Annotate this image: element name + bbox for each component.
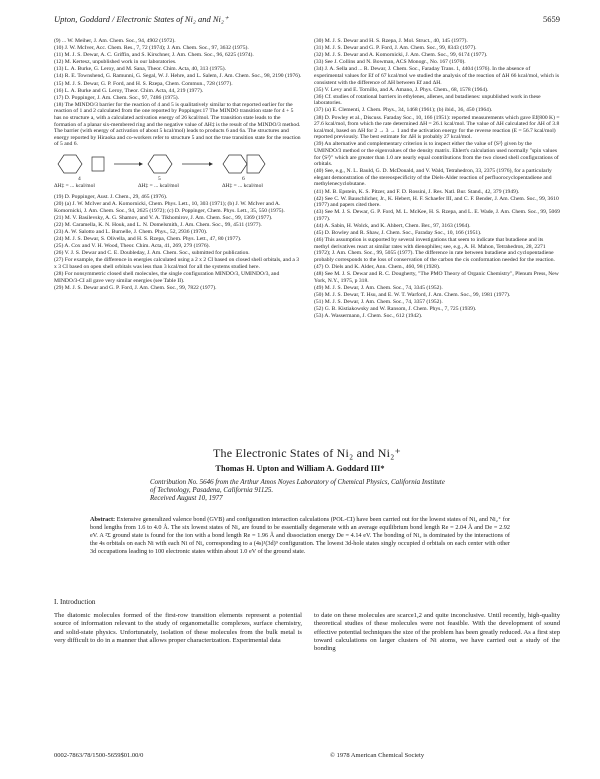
- reference-item: (9) ... W. Meiher, J. Am. Chem. Soc., 94, 4902 (1972).: [54, 38, 176, 44]
- energy-mid: ΔH‡ = ... kcal/mol: [138, 183, 179, 189]
- article-authors: Thomas H. Upton and William A. Goddard III*: [215, 464, 385, 473]
- reference-item: (15) M. J. S. Dewar, G. P. Ford, and H. S. Rzepa, Chem. Commun., 728 (1977).: [54, 80, 233, 87]
- page-number: 5659: [543, 14, 560, 24]
- reference-item: (11) M. J. S. Dewar, A. C. Griffin, and S. Kirschner, J. Am. Chem. Soc., 96, 6225 (1974).: [54, 52, 254, 59]
- reference-item: (43) See M. J. S. Dewar, G. P. Ford, M. L. McKee, H. S. Rzepa, and L. E. Wade, J. Am. Chem. Soc., 99, 5069 (1977).: [314, 209, 560, 222]
- arrowhead-icon: [209, 162, 213, 166]
- reference-item: (47) O. Diels and K. Alder, Ann. Chem., 460, 98 (1928).: [314, 264, 441, 271]
- reference-item: (45) D. Bowley and R. Shaw, J. Chem. Soc., Faraday Soc., 10, 166 (1951).: [314, 230, 482, 237]
- abstract-label: Abstract:: [90, 516, 116, 523]
- running-title: Upton, Goddard / Electronic States of Ni₂ and Ni₂⁺: [54, 14, 229, 24]
- reference-item: (13) L. A. Burke, G. Leroy, and M. Sana, Theor. Chim. Acta, 40, 313 (1975).: [54, 66, 226, 73]
- product-ring-icon: [223, 155, 247, 173]
- references-left: [54, 38, 302, 292]
- contribution-text: Contribution No. 5646 from the Arthur Amos Noyes Laboratory of Chemical Physics, California Institute of Technology, Pasadena, California 91125.: [150, 478, 445, 495]
- references-right: [314, 38, 560, 320]
- received-date: Received August 10, 1977: [150, 494, 223, 503]
- reference-item: (23) A. W. Salotto and L. Burnelle, J. Chem. Phys., 52, 2936 (1970).: [54, 228, 208, 235]
- reference-item: (53) A. Wassermann, J. Chem. Soc., 612 (1942).: [314, 313, 423, 320]
- abstract-text: Extensive generalized valence bond (GVB) and configuration interaction calculations (POL-CI) have been carried out for the lowest states of Ni₂ and Ni₂⁺ for bond lengths from 1.6 to 4.0 Å. The six lowest states of Ni₂ are found to be essentially degenerate with an average equilibrium bond length Re = 2.04 Å and De = 2.92 eV. A ²Σ ground state is found for the ion with a bond length Re = 1.96 Å and dissociation energy De = 4.14 eV. The bonding of Ni₂ is dominated by the interactions of the 4s orbitals on each Ni with each Ni of Ni₂ corresponding to a (4s)¹(3d)⁹ configuration. The lowest 3d-hole states singly occupied d orbitals on each center with other 3d occupations leading to 100 electronic states within about 1.0 eV of the ground state.: [90, 516, 510, 556]
- reference-item: (22) M. Caramella, K. N. Houk, and L. N. Domelsmith, J. Am. Chem. Soc., 99, 4511 (1977).: [54, 221, 262, 228]
- reference-item: (17) D. Poppinger, J. Am. Chem. Soc., 97, 7486 (1975).: [54, 94, 180, 101]
- reference-item: (35) V. Levy and E. Tornillo, and A. Amano, J. Phys. Chem., 68, 1578 (1964).: [314, 86, 489, 93]
- compound-label-6: 6: [242, 176, 245, 182]
- reference-item: (49) M. J. S. Dewar, J. Am. Chem. Soc., 74, 3345 (1952).: [314, 284, 443, 291]
- reference-item: (39) An alternative and complementary criterion is to inspect either the value of ⟨S²⟩ given by the UMINDO/3 method or the eigenvalues of the density matrix. Ehlert's calculation used normally "spin values for ⟨S²⟩" which are greater than 1.0 are nearly equal contributions from the two closed shell configurations of orbitals.: [314, 141, 559, 168]
- footer-copyright: © 1978 American Chemical Society: [330, 752, 425, 759]
- section-heading: I. Introduction: [54, 598, 96, 606]
- energy-left: ΔH‡ = ... kcal/mol: [54, 183, 95, 189]
- product-ring-icon: [247, 155, 265, 173]
- running-header: [54, 14, 560, 26]
- reference-item: (40) See, e.g., N. L. Bauld, G. D. McDonald, and V. Wald, Tetrahedron, 33, 2375 (1976), for a particularly elegant demonstration of the stereospecificity of the Diels-Alder reaction of perfluorocyclopentadiene and methylenecyclobutane.: [314, 168, 552, 188]
- reference-item: (20) (a) J. W. McIver and A. Komornicki, Chem. Phys. Lett., 10, 303 (1971); (b) J. W. McIver and A. Komornicki, J. Am. Chem. Soc., 94, 2625 (1972); (c) D. Poppinger, Chem. Phys. Lett., 35, 550 (1975).: [54, 201, 285, 214]
- reference-item: (50) M. J. S. Dewar, T. Hsu, and E. W. T. Warford, J. Am. Chem. Soc., 99, 1981 (1977).: [314, 291, 511, 298]
- reference-item: (25) A. Cox and V. H. Wood, Theor. Chim. Acta, 41, 269, 279 (1976).: [54, 243, 210, 250]
- reference-item: (48) See M. J. S. Dewar and R. C. Dougherty, "The PMO Theory of Organic Chemistry", Plenum Press, New York, N.Y., 1975, p 318.: [314, 271, 559, 284]
- reference-item: (27) For example, the difference in energies calculated using a 2 x 2 CI based on closed shell orbitals, and a 3 x 3 CI based on open shell orbitals was less than 3 kcal/mol for all the systems studied here.: [54, 257, 300, 270]
- cyclohexene-ring-icon: [58, 155, 82, 173]
- reference-item: (14) R. E. Townshend, G. Ramunni, G. Segal, W. J. Hehre, and L. Salem, J. Am. Chem. Soc., 98, 2190 (1976).: [54, 73, 302, 80]
- intro-text-left: The diatomic molecules formed of the first-row transition elements represent a potential source of information relevant to the study of organometallic complexes, surface chemistry, and solid-state physics. Unfortunately, isolation of these molecules from the bulk metal is very difficult to do in a manner that allows proper characterization. Experimental data: [54, 612, 302, 644]
- reference-item: (51) M. J. S. Dewar, J. Am. Chem. Soc., 74, 3357 (1952).: [314, 299, 443, 306]
- energy-right: ΔH‡ = ... kcal/mol: [222, 183, 263, 189]
- reference-item: (46) This assumption is supported by several investigations that seem to indicate that butadiene and its methyl derivatives react at similar rates with dienophiles; see, e.g., A. H. Mahon, Tetrahedron, 28, 2271 (1972); J. Am. Chem. Soc., 99, 5055 (1977). The difference in rate between butadiene and cyclopentadiene probably corresponds to the loss of conservation of the carbon the cis conformation needed for the reaction.: [314, 237, 555, 263]
- compound-label-4: 4: [78, 176, 81, 182]
- reference-item: (10) J. W. McIver, Acc. Chem. Res., 7, 72 (1974); J. Am. Chem. Soc., 97, 3632 (1975).: [54, 45, 249, 52]
- intro-text-right: to date on these molecules are scarce1,2 and quite inconclusive. Until recently, high-quality theoretical studies of these molecules were not feasible. With the development of sound effective potential techniques the size of the problem has been greatly reduced. As a first step toward calculations on larger clusters of Ni atoms, we have carried out a study of the bonding: [314, 612, 560, 653]
- reference-item: (12) M. Kertesz, unpublished work in our laboratories.: [54, 59, 177, 66]
- reference-item: (29) M. J. S. Dewar and G. P. Ford, J. Am. Chem. Soc., 99, 7822 (1977).: [54, 284, 217, 291]
- contribution-note: [150, 478, 450, 503]
- reference-item: (33) See J. Collins and N. Bowman, ACS Monogr., No. 167 (1970).: [314, 59, 466, 66]
- dienophile-icon: [92, 157, 104, 171]
- transition-state-icon: [148, 155, 172, 173]
- reference-item: (36) Cf. studies of rotational barriers in ethylenes, allenes, and butadienes: unpublished work in these laboratories.: [314, 93, 541, 107]
- article-title: The Electronic States of Ni₂ and Ni₂⁺: [212, 446, 402, 460]
- reference-item: (26) V. J. S. Dewar and C. E. Doubleday, J. Am. Chem. Soc., submitted for publication.: [54, 250, 250, 257]
- reference-item: (31) M. J. S. Dewar and G. P. Ford, J. Am. Chem. Soc., 99, 8343 (1977).: [314, 45, 477, 52]
- reference-item: (30) M. J. S. Dewar and H. S. Rzepa, J. Mol. Struct., 40, 145 (1977).: [314, 38, 468, 44]
- reference-item: (32) M. J. S. Dewar and A. Komornicki, J. Am. Chem. Soc., 99, 6174 (1977).: [314, 52, 488, 59]
- reference-item: (19) D. Poppinger, Aust. J. Chem., 29, 465 (1976).: [54, 194, 168, 200]
- reference-item: (34) J. A. Sella and ... R. Dewar, J. Chem. Soc., Faraday Trans. 1, 4404 (1976). In the absence of experimental values for Ef of 67 kcal/mol we studied the analysis of the reaction of ΔH 66 kcal/mol, which is consistent with the difference of ΔH between Ef and ΔH.: [314, 66, 559, 86]
- reference-item: (21) M. V. Basilevsky, A. G. Shamov, and V. A. Tikhomirov, J. Am. Chem. Soc., 99, 1369 (1977).: [54, 214, 273, 221]
- abstract: [90, 516, 510, 556]
- reference-item: (18) The MINDO/3 barrier for the reaction of 4 and 5 is qualitatively similar to that reported earlier for the reaction of 1 and 2 calculated from the one reported by Poppinger.17 The MINDO transition state for 4 + 5 has no structure a, with a calculated activation energy of 26 kcal/mol. The transition state leads to the formation of a planar six-membered ring and the negative value of ΔH‡ is the result of the MINDO/3 method. The barrier (with energy of activation of about 5 kcal/mol) leads to products 6 and 6a. The structures and energy reported by Hiraoka and co-workers refer to structure 5 and not the true transition state for the reaction of 5 and 6.: [54, 101, 301, 148]
- arrowhead-icon: [139, 162, 143, 166]
- reference-item: (52) G. B. Kistiakowsky and W. Ransom, J. Chem. Phys., 7, 725 (1939).: [314, 306, 477, 313]
- reaction-scheme: [54, 151, 302, 191]
- reference-item: (38) D. Powley et al., Discuss. Faraday Soc., 10, 166 (1951): reported measurements which gave Ef(800 K) = 27.6 kcal/mol, from which the rate determined ΔH = 26.1 kcal/mol. The value of ΔH calculated for ΔH of 3.8 kcal/mol, based on ΔH for 2 → 3 → 1 and the activation energy for the reverse reaction (E = 56.7 kcal/mol) reported previously. The best estimate for ΔH is probably 27 kcal/mol.: [314, 114, 560, 141]
- reference-item: (16) L. A. Burke and G. Leroy, Theor. Chim. Acta, 44, 219 (1977).: [54, 87, 204, 94]
- footer-code: 0002-7863/78/1500-5659$01.00/0: [54, 752, 144, 759]
- compound-label-5: 5: [158, 176, 161, 182]
- reference-item: (24) M. J. S. Dewar, S. Olivella, and H. S. Rzepa, Chem. Phys. Lett., 47, 80 (1977).: [54, 236, 242, 243]
- reference-item: (28) For nonsymmetric closed shell molecules, the single configuration MINDO/3, UMINDO/3, and MINDO/3-CI all gave very similar energies (see Table II).: [54, 271, 280, 284]
- reference-item: (37) (a) E. Clementi, J. Chem. Phys., 34, 1468 (1961); (b) ibid., 36, 450 (1964).: [314, 107, 493, 114]
- reference-item: (41) M. B. Epstein, K. S. Pitzer, and F. D. Rossini, J. Res. Natl. Bur. Stand., 42, 379 (1949).: [314, 188, 520, 195]
- reference-item: (42) See C. W. Bauschlicher, Jr., K. Hebert, H. F. Schaefer III, and C. F. Bender, J. Am. Chem. Soc., 99, 3610 (1977) and papers cited there.: [314, 195, 559, 209]
- reference-item: (44) A. Sabin, H. Wolck, and K. Ahbert, Chem. Ber., 97, 3163 (1964).: [314, 223, 471, 230]
